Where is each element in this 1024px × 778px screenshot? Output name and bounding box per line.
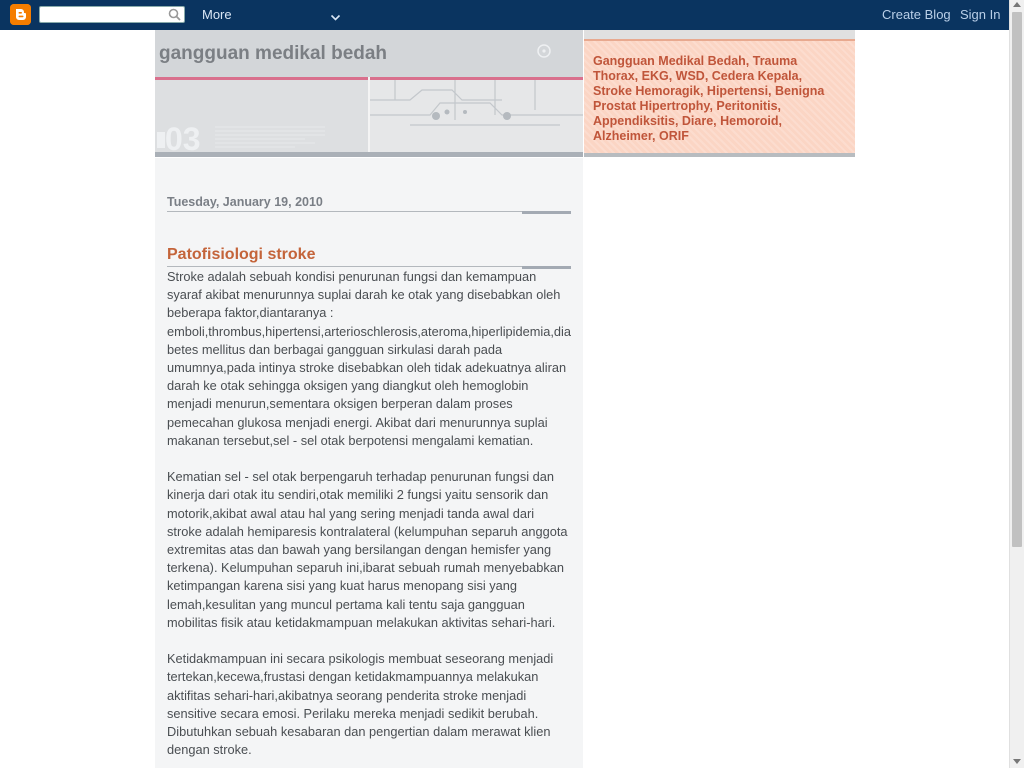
post-body [167,268,571,778]
create-blog-link[interactable]: Create Blog [882,7,951,22]
date-rule [167,211,571,212]
blogger-navbar [0,0,1009,30]
blog-description: Gangguan Medikal Bedah, Trauma Thorax, EKG, WSD, Cedera Kepala, Stroke Hemoragik, Hipertensi, Benigna Prostat Hipertrophy, Peritonitis, Appendiksitis, Diare, Hemoroid, Alzheimer, ORIF [593,54,825,143]
page-scrollbar[interactable] [1009,0,1024,768]
sidebar-bottom-rule [584,153,855,157]
post-title[interactable]: Patofisiologi stroke [167,246,316,263]
title-rule [167,266,571,267]
scroll-up-arrow-icon[interactable] [1013,2,1021,7]
scrollbar-thumb[interactable] [1012,12,1022,547]
blog-header [155,30,583,158]
date-rule-accent [522,211,571,214]
header-graphic-number: 03 [165,121,201,157]
navbar-search[interactable] [39,6,185,23]
chevron-down-icon[interactable] [330,9,341,27]
date-header: Tuesday, January 19, 2010 [167,195,323,209]
sign-in-link[interactable]: Sign In [960,7,1001,22]
post-paragraph: Stroke adalah sebuah kondisi penurunan fungsi dan kemampuan syaraf akibat menurunnya suplai darah ke otak yang disebabkan oleh beberapa faktor,diantaranya : emboli,thrombus,hipertensi,arterioschlerosis,ateroma,hiperlipidemia,diabetes mellitus dan berbagai gangguan sirkulasi darah pada umumnya,pada intinya stroke disebabkan oleh tidak adekuatnya aliran darah ke otak sehingga oksigen yang diangkut oleh hemoglobin menjadi menurun,sementara oksigen berperan dalam proses pemecahan glukosa menjadi energi. Akibat dari menurunnya suplai makanan tersebut,sel - sel otak berpotensi mengalami kematian. [167,269,572,448]
blogger-logo-icon[interactable] [10,4,31,25]
search-input[interactable] [43,11,163,24]
more-menu[interactable]: More [202,7,232,22]
description-box [584,39,855,153]
sidebar-top-band [584,30,855,39]
main-column [155,158,583,768]
sidebar-description [584,30,855,158]
post-paragraph: Kematian sel - sel otak berpengaruh terhadap penurunan fungsi dan kinerja dari otak itu sendiri,otak memiliki 2 fungsi yaitu sensorik dan motorik,akibat awal atau hal yang sering menjadi tanda awal dari stroke adalah hemiparesis kontralateral (kelumpuhan separuh anggota extremitas atas dan bawah yang bersilangan dengan hemisfer yang terkena). Kelumpuhan separuh ini,ibarat sebuah rumah menyebabkan ketimpangan karena sisi yang kuat harus menopang sisi yang lemah,kesulitan yang muncul pertama kali tentu saja gangguan mobilitas fisik atau ketidakmampuan melakukan aktivitas sehari-hari. [167,469,568,630]
post-paragraph: Ketidakmampuan ini secara psikologis membuat seseorang menjadi tertekan,kecewa,frustasi dengan ketidakmampuannya melakukan aktifitas sehari-hari,akibatnya seorang penderita stroke menjadi sensitive secara emosi. Perilaku mereka menjadi sedikit berubah. Dibutuhkan sebuah kesabaran dan pengertian dalam merawat klien dengan stroke. [167,651,554,758]
search-icon[interactable] [168,8,181,26]
blog-title[interactable]: gangguan medikal bedah [159,43,388,64]
scroll-down-arrow-icon[interactable] [1013,759,1021,764]
